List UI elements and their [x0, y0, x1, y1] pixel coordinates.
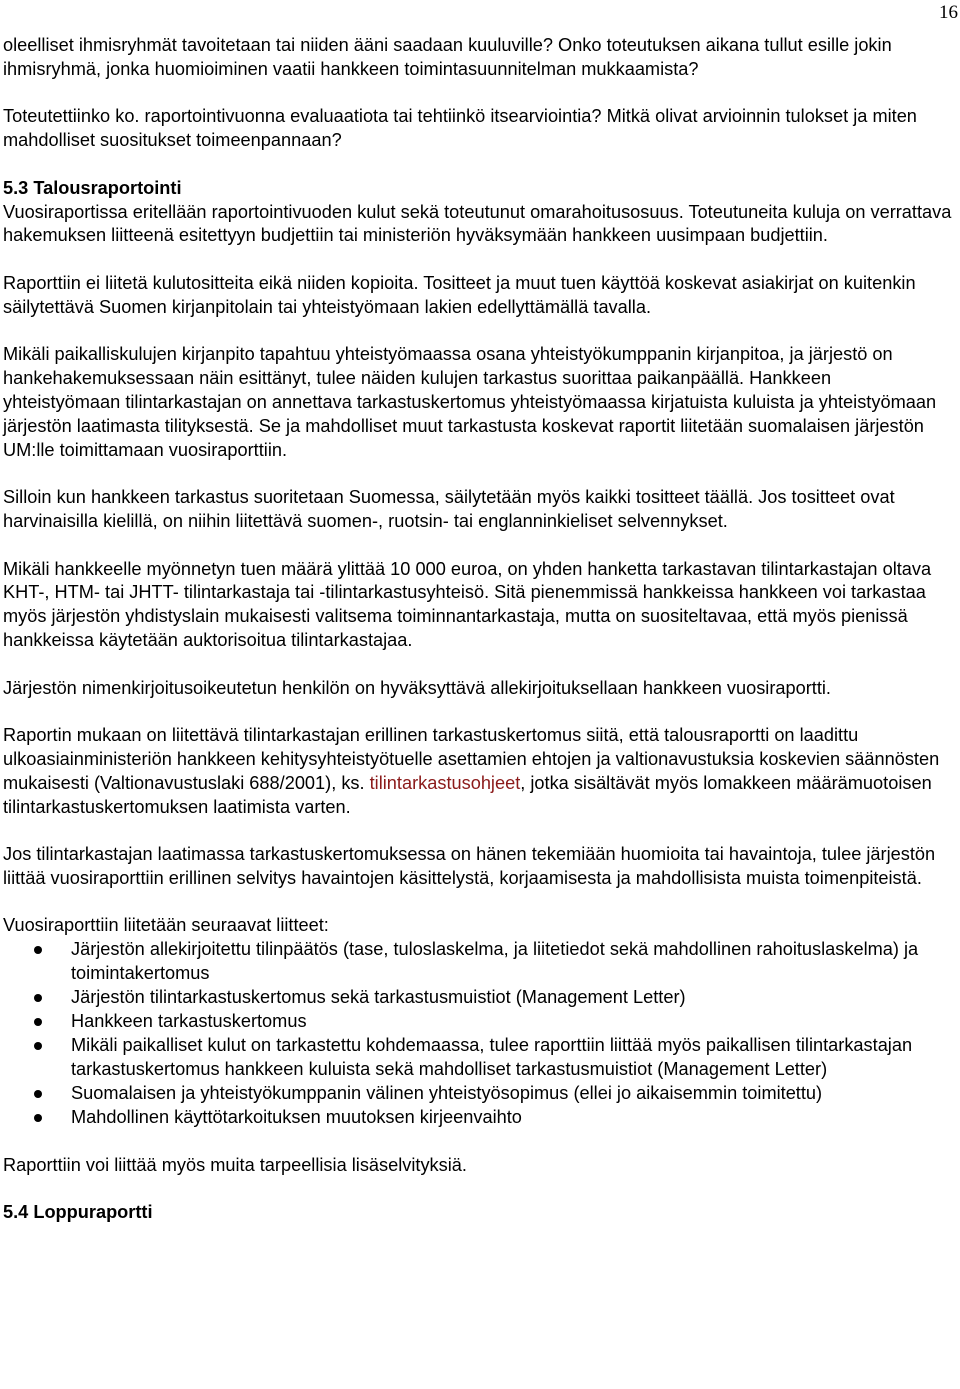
list-item-text: Mahdollinen käyttötarkoituksen muutoksen kirjeenvaihto [71, 1106, 522, 1127]
section-5-3 [3, 177, 953, 249]
document-body [3, 34, 953, 1225]
paragraph-5: Mikäli paikalliskulujen kirjanpito tapahtuu yhteistyömaassa osana yhteistyökumppanin kirjanpitoa, ja järjestö on hankehakemuksessaan näin esittänyt, tulee näiden kulujen tarkastus suorittaa paikanpäällä. Hankkeen yhteistyömaan tilintarkastajan on annettava tarkastuskertomus yhteistyömaassa kirjatuista kuluista ja yhteistyömaan järjestön laatimasta tilityksestä. Se ja mahdolliset muut tarkastusta koskevat raportit liitetään suomalaisen järjestön UM:lle toimittamaan vuosiraporttiin. [3, 344, 937, 460]
page-number: 16 [939, 2, 958, 23]
list-item [3, 938, 953, 986]
list-item-text: Järjestön allekirjoitettu tilinpäätös (tase, tuloslaskelma, ja liitetiedot sekä mahdollinen rahoituslaskelma) ja toimintakertomus [71, 939, 919, 984]
list-item-text: Järjestön tilintarkastuskertomus sekä tarkastusmuistiot (Management Letter) [71, 987, 686, 1008]
bullet-icon [34, 1042, 42, 1050]
list-item-text: Suomalaisen ja yhteistyökumppanin välinen yhteistyösopimus (ellei jo aikaisemmin toimitettu) [71, 1082, 823, 1103]
bullet-icon [34, 946, 42, 954]
list-item [3, 1034, 953, 1082]
bullet-icon [34, 994, 42, 1002]
section-5-3-heading: 5.3 Talousraportointi [3, 177, 182, 198]
paragraph-1: oleelliset ihmisryhmät tavoitetaan tai niiden ääni saadaan kuuluville? Onko toteutuksen aikana tullut esille jokin ihmisryhmä, jonka huomioiminen vaatii hankkeen toimintasuunnitelman mukkaamista? [3, 35, 892, 79]
bullet-icon [34, 1114, 42, 1122]
paragraph-7: Mikäli hankkeelle myönnetyn tuen määrä ylittää 10 000 euroa, on yhden hanketta tarkastavan tilintarkastajan oltava KHT-, HTM- tai JHTT- tilintarkastaja tai -tilintarkastusyhteisö. Sitä pienemmissä hankkeissa hankkeen voi tarkastaa myös järjestön yhdistyslain mukaisesti valitsema toiminnantarkastaja, mutta on suositeltavaa, että myös pienissä hankkeissa käytetään auktorisoitua tilintarkastajaa. [3, 558, 932, 651]
paragraph-3: Vuosiraportissa eritellään raportointivuoden kulut sekä toteutunut omarahoitusosuus. Toteutuneita kuluja on verrattava hakemuksen liitteenä esitettyyn budjettiin tai ministeriön hyväksymään hankkeen uusimpaan budjettiin. [3, 201, 952, 246]
bullet-icon [34, 1090, 42, 1098]
section-5-4-heading: 5.4 Loppuraportti [3, 1202, 153, 1223]
list-item-text: Mikäli paikalliset kulut on tarkastettu kohdemaassa, tulee raporttiin liittää myös paikallisen tilintarkastajan tarkastuskertomus hankkeen kuluista sekä mahdolliset tarkastusmuistiot (Management Letter) [71, 1035, 913, 1079]
paragraph-9 [3, 724, 953, 820]
paragraph-9-text-start: Raportin mukaan on liitettävä tilintarkastajan erillinen tarkastuskertomus siitä, että talousraportti on laadittu ulkoasiainministeriön hankkeen kehitysyhteistyötuelle asettamien ehtojen ja valtionavustuksia koskevien säännösten mukaisesti (Valtionavustuslaki 688/2001), ks. [3, 725, 940, 793]
list-item [3, 986, 953, 1010]
paragraph-6: Silloin kun hankkeen tarkastus suoritetaan Suomessa, säilytetään myös kaikki tositteet täällä. Jos tositteet ovat harvinaisilla kielillä, on niihin liitettävä suomen-, ruotsin- tai englanninkieliset selvennykset. [3, 487, 895, 532]
attachments-section [3, 914, 953, 1129]
paragraph-11: Raporttiin voi liittää myös muita tarpeellisia lisäselvityksiä. [3, 1154, 467, 1175]
paragraph-8: Järjestön nimenkirjoitusoikeutetun henkilön on hyväksyttävä allekirjoituksellaan hankkeen vuosiraportti. [3, 677, 831, 698]
list-item [3, 1082, 953, 1106]
list-item [3, 1106, 953, 1130]
attachments-list [3, 938, 953, 1129]
paragraph-9-text-end: , jotka sisältävät myös lomakkeen määrämuotoisen tilintarkastuskertomuksen laatimista varten. [3, 772, 932, 817]
tilintarkastusohjeet-link[interactable]: tilintarkastusohjeet [369, 772, 521, 793]
paragraph-10: Jos tilintarkastajan laatimassa tarkastuskertomuksessa on hänen tekemiään huomioita tai havaintoja, tulee järjestön liittää vuosiraporttiin erillinen selvitys havaintojen käsittelystä, korjaamisesta ja mahdollisista muista toimenpiteistä. [3, 844, 936, 889]
attachments-intro: Vuosiraporttiin liitetään seuraavat liitteet: [3, 915, 329, 936]
paragraph-4: Raporttiin ei liitetä kulutositteita eikä niiden kopioita. Tositteet ja muut tuen käyttöä koskevat asiakirjat on kuitenkin säilytettävä Suomen kirjanpitolain tai yhteistyömaan lakien edellyttämällä tavalla. [3, 272, 916, 317]
bullet-icon [34, 1018, 42, 1026]
paragraph-2: Toteutettiinko ko. raportointivuonna evaluaatiota tai tehtiinkö itsearviointia? Mitkä olivat arvioinnin tulokset ja miten mahdolliset suositukset toimeenpannaan? [3, 106, 917, 151]
list-item [3, 1010, 953, 1034]
list-item-text: Hankkeen tarkastuskertomus [71, 1011, 307, 1032]
